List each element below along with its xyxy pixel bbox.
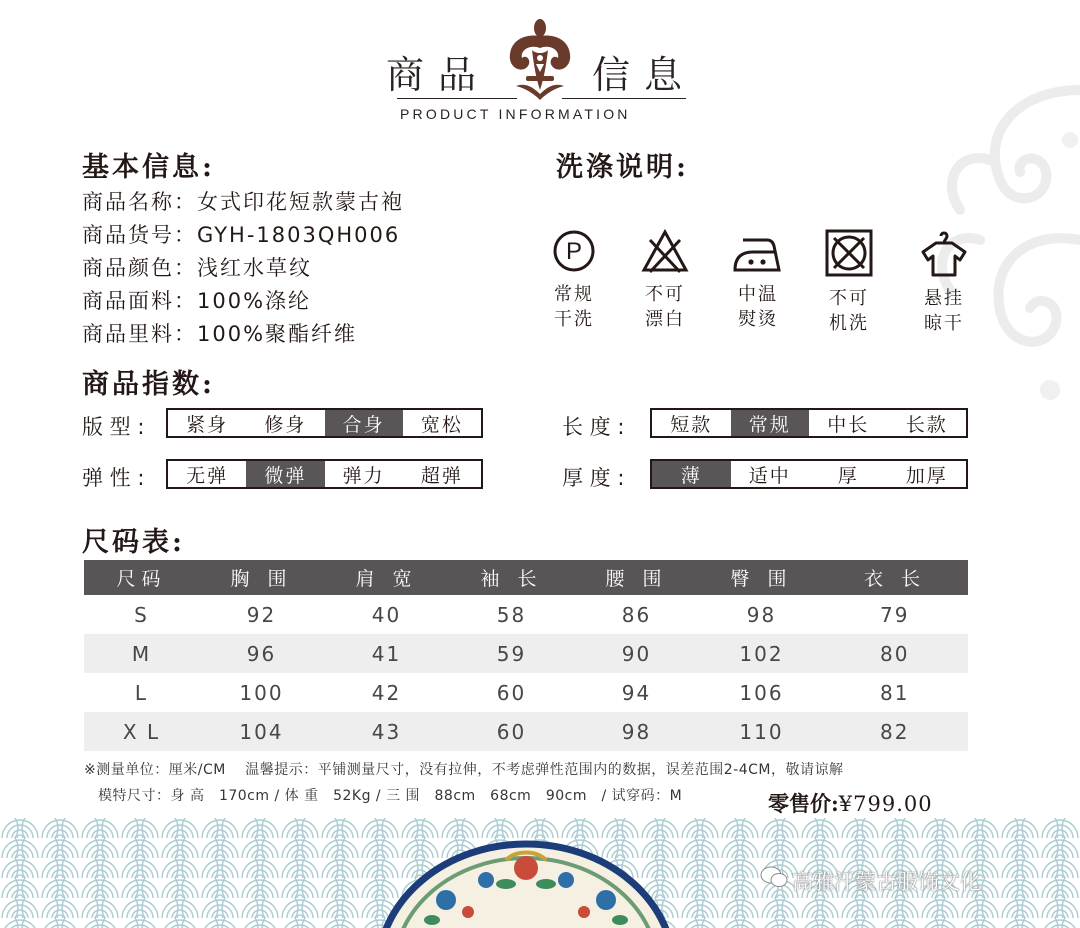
price-label: 零售价:: [768, 791, 839, 816]
thickness-option-selected: 薄: [652, 461, 731, 487]
elasticity-label: 弹 性 :: [82, 466, 145, 490]
thickness-option: 厚: [837, 464, 859, 487]
column-header: 腰 围: [574, 560, 699, 595]
elasticity-option: 无弹: [186, 464, 229, 487]
thickness-label: 厚 度 :: [562, 466, 625, 490]
thickness-option: 适中: [748, 464, 791, 487]
table-row: S 92 40 58 86 98 79: [134, 602, 910, 627]
index-heading: 商品指数:: [82, 369, 215, 400]
fit-option: 紧身: [186, 413, 229, 436]
header-title-left: 商品: [386, 53, 491, 97]
column-header: 胸 围: [199, 560, 324, 595]
dry-clean-p-icon: [551, 228, 597, 274]
length-selector: [650, 408, 968, 438]
elasticity-option: 弹力: [342, 464, 385, 487]
elasticity-option-selected: 微弹: [246, 461, 324, 487]
fit-option: 宽松: [420, 413, 463, 436]
wash-item-dry-clean: P 常规 干洗: [538, 228, 610, 332]
fit-label: 版 型 :: [82, 415, 145, 439]
hang-dry-icon: [919, 228, 969, 278]
elasticity-option: 超弹: [420, 464, 463, 487]
fit-option: 修身: [264, 413, 307, 436]
svg-text:P: P: [565, 238, 583, 265]
medallion-ornament-icon: [376, 840, 676, 928]
iron-medium-icon: [731, 228, 785, 274]
header-subtitle: PRODUCT INFORMATION: [400, 106, 631, 122]
wash-item-iron: 中温 熨烫: [722, 228, 794, 332]
size-table: [84, 560, 968, 751]
no-machine-wash-icon: [824, 228, 874, 278]
do-not-bleach-icon: [640, 228, 690, 274]
length-option-selected: 常规: [731, 410, 810, 436]
fleur-ornament-icon: [498, 14, 582, 106]
length-option: 短款: [670, 413, 713, 436]
header-rule-left: [397, 98, 517, 99]
column-header: 袖 长: [449, 560, 574, 595]
info-row-color: 商品颜色：浅红水草纹: [82, 256, 312, 280]
wechat-icon: [760, 866, 788, 888]
column-header: 臀 围: [699, 560, 824, 595]
price-value: ¥799.00: [838, 792, 933, 816]
size-table-heading: 尺码表:: [82, 527, 185, 558]
length-option: 长款: [905, 413, 948, 436]
wash-heading: 洗涤说明:: [556, 152, 689, 183]
length-option: 中长: [827, 413, 870, 436]
basic-info-heading: 基本信息:: [82, 152, 215, 183]
wash-item-no-machine: 不可 机洗: [813, 228, 885, 336]
table-row: X L 104 43 60 98 110 82: [84, 712, 968, 751]
info-row-lining: 商品里料：100%聚酯纤维: [82, 322, 358, 346]
retail-price: [768, 788, 933, 818]
thickness-selector: [650, 459, 968, 489]
length-label: 长 度 :: [562, 415, 625, 439]
wash-item-hang-dry: 悬挂 晾干: [908, 228, 980, 336]
product-name: 女式印花短款蒙古袍: [197, 190, 404, 214]
product-fabric: 100%涤纶: [197, 289, 312, 313]
column-header: 肩 宽: [324, 560, 449, 595]
header-title-right: 信息: [592, 53, 697, 97]
product-lining: 100%聚酯纤维: [197, 322, 358, 346]
thickness-option: 加厚: [905, 464, 948, 487]
wash-item-no-bleach: 不可 漂白: [629, 228, 701, 332]
info-row-sku: 商品货号：GYH-1803QH006: [82, 223, 401, 247]
fit-selector: [166, 408, 483, 438]
table-row: M 96 41 59 90 102 80: [84, 634, 968, 673]
product-sku: GYH-1803QH006: [197, 223, 401, 247]
info-row-name: 商品名称：女式印花短款蒙古袍: [82, 190, 404, 214]
table-header-row: [84, 560, 968, 595]
measurement-note: ※测量单位：厘米/CM 温馨提示：平铺测量尺寸，没有拉伸，不考虑弹性范围内的数据，误差范围2-4CM，敬请谅解: [84, 762, 844, 778]
table-row: L 100 42 60 94 106 81: [134, 680, 910, 705]
watermark-text: 高雅汗蒙古服饰文化: [792, 870, 981, 894]
info-row-fabric: 商品面料：100%涤纶: [82, 289, 312, 313]
model-size-note: 模特尺寸：身 高 170cm / 体 重 52Kg / 三 围 88cm 68cm 90cm / 试穿码：M: [98, 788, 683, 804]
product-color: 浅红水草纹: [197, 256, 312, 280]
elasticity-selector: [166, 459, 483, 489]
column-header: 尺码: [84, 560, 199, 595]
column-header: 衣 长: [824, 560, 968, 595]
fit-option-selected: 合身: [325, 410, 403, 436]
header-rule-right: [562, 98, 686, 99]
